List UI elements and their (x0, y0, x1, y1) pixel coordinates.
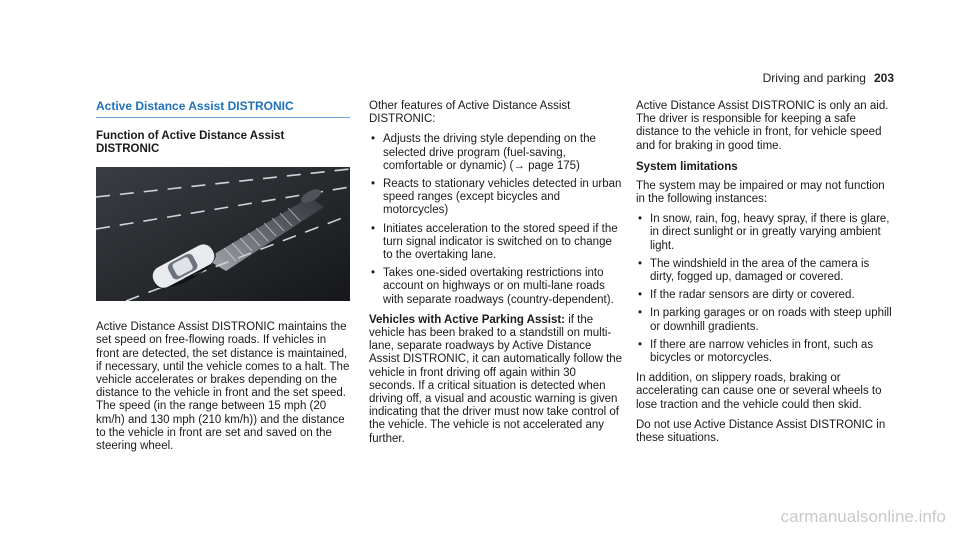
running-header (763, 71, 894, 85)
features-list (369, 133, 623, 306)
do-not-use-paragraph: Do not use Active Distance Assist DISTRONIC in these situations. (636, 418, 886, 445)
distronic-illustration-graphic (96, 167, 350, 301)
list-item (369, 178, 623, 218)
bullet-icon: • (371, 222, 376, 235)
section-name: Driving and parking (762, 71, 866, 85)
list-item-text: Reacts to stationary vehicles detected in urban speed ranges (except bicycles and motorcycles) (383, 178, 622, 217)
system-limitations-heading: System limitations (636, 160, 738, 173)
list-item (636, 307, 894, 333)
list-item (636, 289, 894, 302)
bullet-icon: • (638, 289, 643, 302)
bullet-icon: • (638, 307, 643, 320)
list-item-text: In snow, rain, fog, heavy spray, if there is glare, in direct sunlight or in greatly varying ambient light. (650, 213, 890, 252)
list-item (636, 258, 894, 284)
watermark: carmanualsonline.info (780, 507, 946, 526)
list-item (369, 267, 623, 307)
list-item-text: In parking garages or on roads with steep uphill or downhill gradients. (650, 307, 892, 333)
features-intro: Other features of Active Distance Assist DISTRONIC: (369, 100, 571, 126)
bullet-icon: • (371, 267, 376, 280)
list-item-text: The windshield in the area of the camera is dirty, fogged up, damaged or covered. (650, 257, 870, 284)
list-item (369, 223, 623, 263)
list-item-text: If the radar sensors are dirty or covered. (650, 289, 855, 302)
function-paragraph: Active Distance Assist DISTRONIC maintains the set speed on free-flowing roads. If vehicles in front are detected, the set distance is maintained, if necessary, until the vehicle comes to a halt. The vehicle accelerates or brakes depending on the distance to the vehicle in front and the set speed. The speed (in the range between 15 mph (20 km/h) and 130 mph (210 km/h)) and the distance to the vehicle in front are set and saved on the steering wheel. (96, 321, 350, 453)
column-1 (96, 100, 350, 460)
slippery-roads-paragraph: In addition, on slippery roads, braking or accelerating can cause one or several wheels to lose traction and the vehicle could then skid. (636, 372, 882, 411)
list-item (369, 133, 623, 173)
limitations-list (636, 213, 894, 365)
bullet-icon: • (638, 213, 643, 226)
parking-assist-text: if the vehicle has been braked to a standstill on multi-lane, separate roadways by Active Distance Assist DISTRONIC, it can automatically follow the vehicle in front driving off again within 30 seconds. If a critical situation is detected when driving off, a visual and acoustic warning is given indicating that the driver must now take control of the vehicle. The vehicle is not accelerated any further. (369, 313, 623, 445)
aid-paragraph: Active Distance Assist DISTRONIC is only an aid. The driver is responsible for keeping a safe distance to the vehicle in front, for vehicle speed and for braking in good time. (636, 100, 889, 152)
bullet-icon: • (638, 338, 643, 351)
bullet-icon: • (638, 257, 643, 270)
column-3 (636, 100, 894, 452)
bullet-icon: • (371, 178, 376, 191)
function-subheading: Function of Active Distance Assist DISTRONIC (96, 130, 285, 156)
parking-assist-label: Vehicles with Active Parking Assist: (369, 313, 565, 326)
distronic-illustration (96, 167, 350, 301)
list-item-text: Adjusts the driving style depending on the selected drive program (fuel-saving, comfortable or dynamic) (→ page 175) (383, 133, 596, 172)
list-item-text: Takes one-sided overtaking restrictions into account on highways or on multi-lane roads with separate roadways (country-dependent). (383, 267, 614, 306)
bullet-icon: • (371, 133, 376, 146)
limitations-intro: The system may be impaired or may not function in the following instances: (636, 179, 885, 206)
section-title: Active Distance Assist DISTRONIC (96, 100, 350, 118)
parking-assist-paragraph (369, 314, 623, 446)
list-item-text: Initiates acceleration to the stored speed if the turn signal indicator is switched on to change to the overtaking lane. (383, 222, 618, 262)
list-item (636, 339, 894, 365)
column-2 (369, 100, 623, 453)
list-item (636, 213, 894, 253)
list-item-text: If there are narrow vehicles in front, such as bicycles or motorcycles. (650, 338, 874, 365)
page-number: 203 (873, 71, 894, 85)
